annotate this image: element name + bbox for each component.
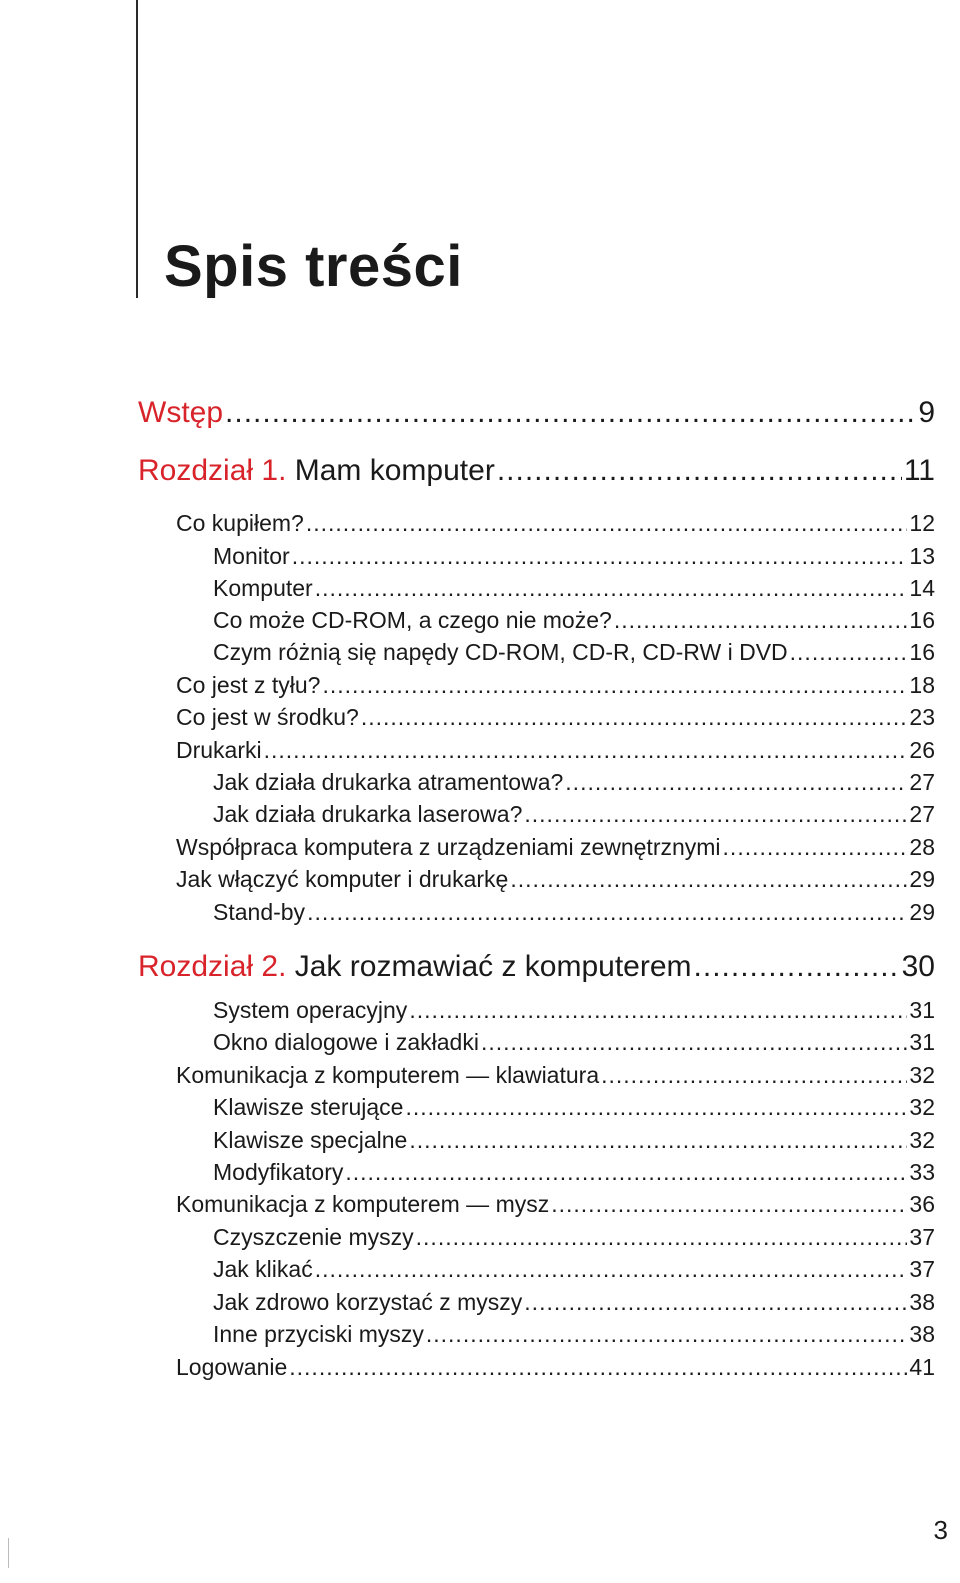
toc-entry-label: Komunikacja z komputerem — klawiatura <box>176 1062 600 1088</box>
leader-dots <box>481 1028 907 1056</box>
toc-entry-page: 18 <box>909 672 935 698</box>
leader-dots <box>315 1255 908 1283</box>
toc-entry-page: 28 <box>909 834 935 860</box>
page-number: 3 <box>933 1515 948 1545</box>
toc-entry[interactable] <box>213 542 935 570</box>
toc-entry[interactable] <box>176 1190 935 1218</box>
leader-dots <box>405 1093 907 1121</box>
leader-dots <box>409 1126 907 1154</box>
chapter-prefix: Rozdział 2. <box>138 950 287 983</box>
toc-entry-page: 13 <box>909 543 935 569</box>
toc-entry-label: Klawisze specjalne <box>213 1127 408 1153</box>
leader-dots <box>292 542 908 570</box>
toc-entry[interactable] <box>176 703 935 731</box>
toc-entry-page: 29 <box>909 866 935 892</box>
toc-entry[interactable] <box>213 1288 935 1316</box>
toc-entry[interactable] <box>176 833 935 861</box>
toc-entry-page: 27 <box>909 801 935 827</box>
toc-entry[interactable] <box>176 865 935 893</box>
leader-dots <box>551 1190 907 1218</box>
margin-rule-bottom <box>8 1538 9 1568</box>
toc-entry[interactable] <box>176 509 935 537</box>
toc-entry-page: 38 <box>909 1321 935 1347</box>
toc-entry[interactable] <box>213 898 935 926</box>
toc-entry-label: Czyszczenie myszy <box>213 1224 414 1250</box>
leader-dots <box>614 606 908 634</box>
toc-entry-page: 27 <box>909 769 935 795</box>
leader-dots <box>307 898 907 926</box>
toc-entry[interactable] <box>176 1353 935 1381</box>
toc-entry-label: Jak klikać <box>213 1256 313 1282</box>
toc-entry-page: 41 <box>909 1354 935 1380</box>
leader-dots <box>565 768 907 796</box>
toc-entry[interactable] <box>213 638 935 666</box>
toc-entry-label: Jak działa drukarka laserowa? <box>213 801 523 827</box>
toc-entry[interactable] <box>213 606 935 634</box>
toc-entry-label: Stand-by <box>213 899 306 925</box>
toc-entry-label: Komunikacja z komputerem — mysz <box>176 1191 550 1217</box>
toc-entry-page: 14 <box>909 575 935 601</box>
leader-dots <box>416 1223 908 1251</box>
leader-dots <box>361 703 908 731</box>
toc-chapter-2[interactable] <box>138 950 935 984</box>
toc-entry-label: Drukarki <box>176 737 262 763</box>
toc-chapter-label <box>138 950 692 984</box>
toc-entry[interactable] <box>213 1320 935 1348</box>
toc-entry-label: Jak włączyć komputer i drukarkę <box>176 866 509 892</box>
toc-entry[interactable] <box>213 800 935 828</box>
toc-entry-page: 37 <box>909 1224 935 1250</box>
toc-chapter-label <box>138 454 495 488</box>
leader-dots <box>510 865 907 893</box>
toc-entry[interactable] <box>176 671 935 699</box>
toc-entry-label: Jak działa drukarka atramentowa? <box>213 769 564 795</box>
toc-entry-label: Wstęp <box>138 396 224 429</box>
toc-entry-label: System operacyjny <box>213 997 408 1023</box>
toc-entry-page: 30 <box>901 950 935 983</box>
toc-entry-label: Logowanie <box>176 1354 288 1380</box>
toc-entry[interactable] <box>213 574 935 602</box>
leader-dots <box>315 574 908 602</box>
toc-entry[interactable] <box>213 1255 935 1283</box>
toc-entry-label: Współpraca komputera z urządzeniami zewnętrznymi <box>176 834 721 860</box>
leader-dots <box>289 1353 907 1381</box>
leader-dots <box>790 638 908 666</box>
toc-entry[interactable] <box>213 1028 935 1056</box>
toc-entry[interactable] <box>176 736 935 764</box>
leader-dots <box>225 396 916 430</box>
toc-entry[interactable] <box>213 996 935 1024</box>
toc-entry-page: 33 <box>909 1159 935 1185</box>
toc-entry[interactable] <box>176 1061 935 1089</box>
toc-entry-label: Monitor <box>213 543 290 569</box>
toc-entry-label: Jak zdrowo korzystać z myszy <box>213 1289 523 1315</box>
toc-entry-page: 9 <box>918 396 935 429</box>
toc-entry-page: 32 <box>909 1094 935 1120</box>
leader-dots <box>345 1158 907 1186</box>
leader-dots <box>601 1061 907 1089</box>
toc-entry[interactable] <box>213 1093 935 1121</box>
toc-entry-page: 32 <box>909 1127 935 1153</box>
toc-entry[interactable] <box>213 1223 935 1251</box>
chapter-title: Mam komputer <box>294 454 495 487</box>
toc-entry-page: 31 <box>909 997 935 1023</box>
toc-entry-label: Klawisze sterujące <box>213 1094 404 1120</box>
toc-entry-page: 26 <box>909 737 935 763</box>
toc-entry-label: Okno dialogowe i zakładki <box>213 1029 479 1055</box>
leader-dots <box>322 671 907 699</box>
chapter-prefix: Rozdział 1. <box>138 454 287 487</box>
toc-entry-label: Modyfikatory <box>213 1159 344 1185</box>
leader-dots <box>264 736 908 764</box>
leader-dots <box>694 950 900 984</box>
toc-entry[interactable] <box>213 768 935 796</box>
toc-entry-page: 31 <box>909 1029 935 1055</box>
toc-entry-label: Co jest w środku? <box>176 704 359 730</box>
toc-entry-page: 11 <box>903 454 935 487</box>
leader-dots <box>497 454 902 488</box>
toc-entry-page: 32 <box>909 1062 935 1088</box>
leader-dots <box>426 1320 908 1348</box>
leader-dots <box>524 1288 907 1316</box>
leader-dots <box>409 996 907 1024</box>
toc-entry-label: Komputer <box>213 575 313 601</box>
leader-dots <box>306 509 908 537</box>
toc-entry-page: 12 <box>909 510 935 536</box>
leader-dots <box>723 833 908 861</box>
chapter-title: Jak rozmawiać z komputerem <box>294 950 692 983</box>
toc-entry-page: 16 <box>909 639 935 665</box>
leader-dots <box>524 800 907 828</box>
toc-entry-label: Inne przyciski myszy <box>213 1321 424 1347</box>
toc-entry-page: 37 <box>909 1256 935 1282</box>
toc-entry-label: Co może CD-ROM, a czego nie może? <box>213 607 612 633</box>
toc-entry-page: 36 <box>909 1191 935 1217</box>
page-title: Spis treści <box>164 234 463 299</box>
margin-rule-top <box>136 0 138 298</box>
toc-entry[interactable] <box>213 1158 935 1186</box>
toc-entry-label: Co kupiłem? <box>176 510 304 536</box>
toc-entry-page: 38 <box>909 1289 935 1315</box>
toc-entry-page: 16 <box>909 607 935 633</box>
toc-entry-wstep[interactable] <box>138 396 935 430</box>
toc-entry[interactable] <box>213 1126 935 1154</box>
toc-chapter-1[interactable] <box>138 454 935 488</box>
toc-entry-page: 29 <box>909 899 935 925</box>
toc-entry-label: Czym różnią się napędy CD-ROM, CD-R, CD-RW i DVD <box>213 639 788 665</box>
toc-entry-label: Co jest z tyłu? <box>176 672 321 698</box>
toc-entry-page: 23 <box>909 704 935 730</box>
